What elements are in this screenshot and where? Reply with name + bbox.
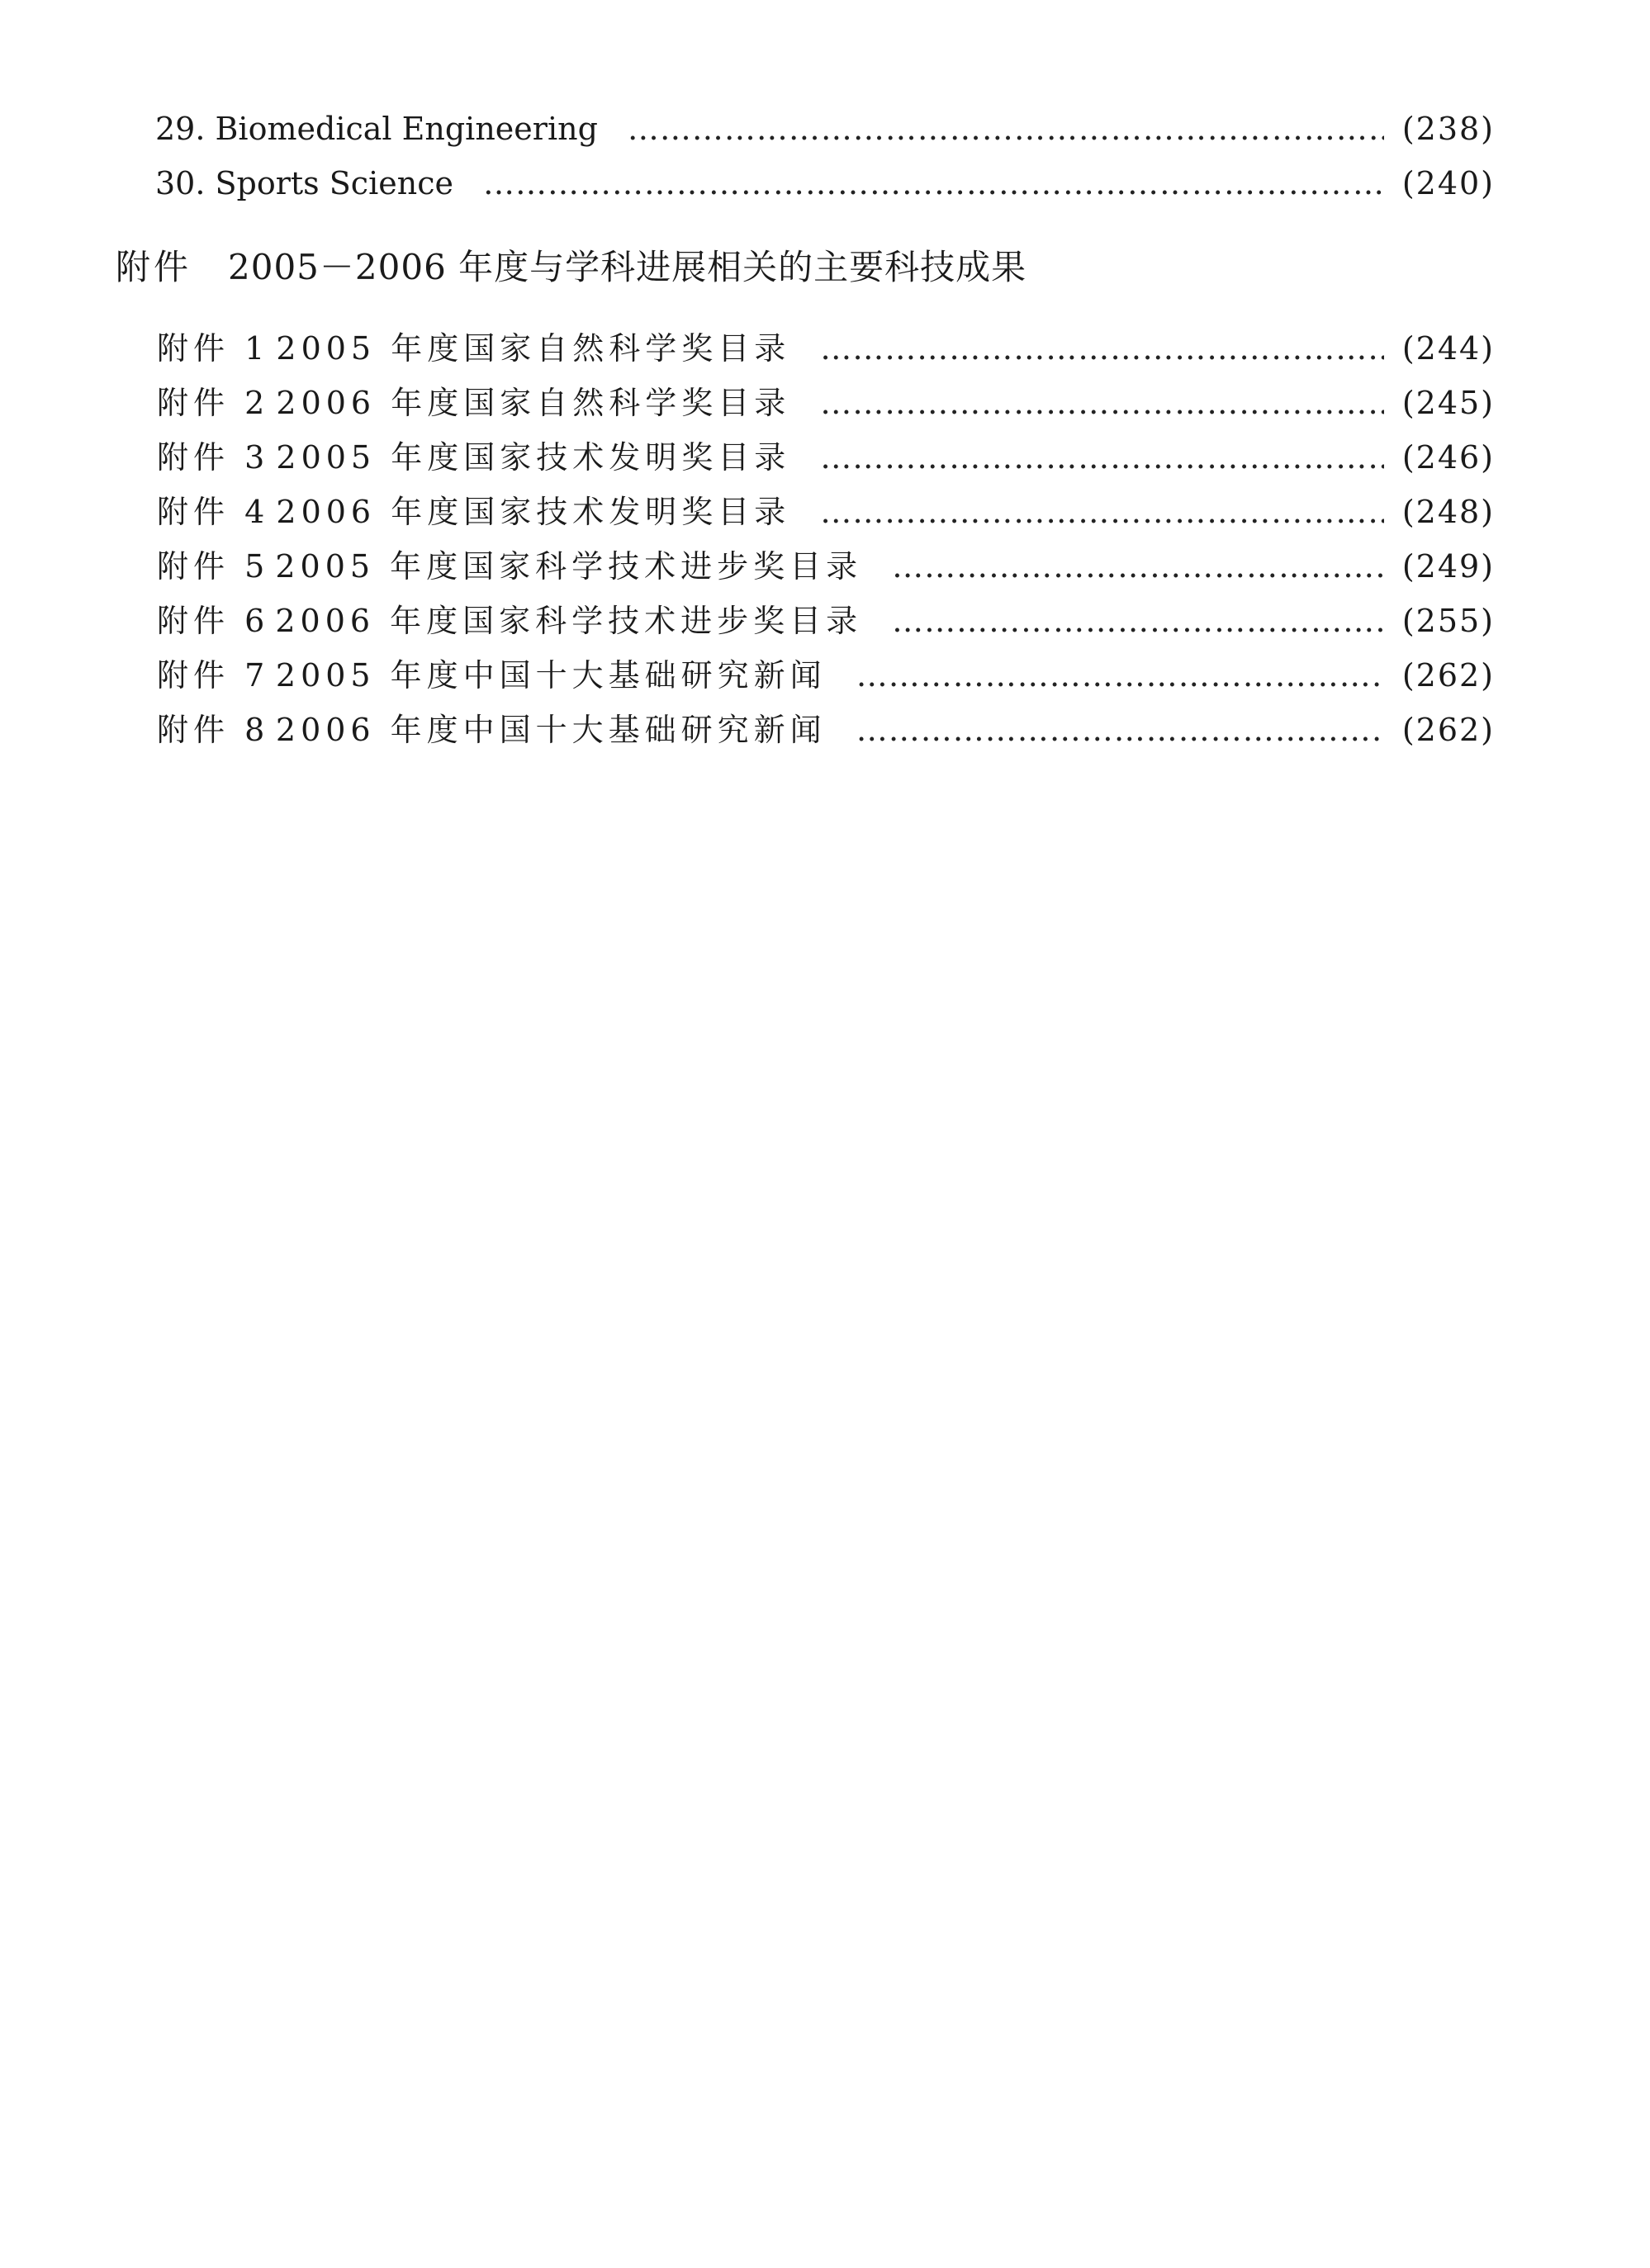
- dot-leader: [892, 601, 1384, 641]
- appendix-entry-4[interactable]: [157, 492, 1495, 532]
- appendix-entry-page: (245): [1401, 385, 1495, 421]
- appendix-entry-label: 2006 年度国家科学技术进步奖目录: [275, 603, 863, 639]
- appendix-entry-page: (246): [1401, 439, 1495, 476]
- appendix-entry-page: (262): [1401, 712, 1495, 748]
- appendix-entry-page: (248): [1401, 494, 1495, 530]
- appendix-entry-prefix: 附件 2: [157, 385, 270, 421]
- dot-leader: [820, 438, 1384, 477]
- toc-entry-30[interactable]: [155, 163, 1495, 203]
- appendix-entry-5[interactable]: [157, 547, 1495, 586]
- appendix-entry-page: (255): [1401, 603, 1495, 639]
- appendix-entry-prefix: 附件 8: [157, 712, 270, 748]
- appendix-entry-page: (244): [1401, 330, 1495, 367]
- appendix-entry-2[interactable]: [157, 383, 1495, 423]
- appendix-heading: [116, 246, 1027, 289]
- appendix-heading-prefix: 附件: [116, 247, 192, 287]
- appendix-entry-prefix: 附件 5: [157, 548, 270, 585]
- appendix-entry-8[interactable]: [157, 710, 1495, 750]
- appendix-entry-label: 2006 年度国家自然科学奖目录: [276, 385, 791, 421]
- dot-leader: [892, 547, 1384, 586]
- appendix-entry-page: (262): [1401, 657, 1495, 694]
- toc-entry-label: 29. Biomedical Engineering: [155, 111, 598, 147]
- toc-entry-page: (238): [1401, 111, 1495, 147]
- appendix-heading-title: 2005－2006 年度与学科进展相关的主要科技成果: [228, 247, 1027, 287]
- dot-leader: [820, 329, 1384, 368]
- appendix-entry-prefix: 附件 1: [157, 330, 270, 367]
- appendix-entry-6[interactable]: [157, 601, 1495, 641]
- dot-leader: [628, 109, 1384, 149]
- appendix-entry-7[interactable]: [157, 656, 1495, 695]
- dot-leader: [820, 492, 1384, 532]
- dot-leader: [856, 656, 1384, 695]
- toc-entry-label: 30. Sports Science: [155, 165, 453, 201]
- appendix-entry-prefix: 附件 3: [157, 439, 270, 476]
- toc-entry-29[interactable]: [155, 109, 1495, 149]
- dot-leader: [856, 710, 1384, 750]
- dot-leader: [483, 163, 1384, 203]
- toc-entry-page: (240): [1401, 165, 1495, 201]
- appendix-entry-prefix: 附件 7: [157, 657, 270, 694]
- appendix-entry-label: 2005 年度中国十大基础研究新闻: [275, 657, 827, 694]
- appendix-entry-label: 2005 年度国家技术发明奖目录: [276, 439, 791, 476]
- appendix-entry-label: 2005 年度国家科学技术进步奖目录: [275, 548, 863, 585]
- appendix-entry-label: 2005 年度国家自然科学奖目录: [276, 330, 791, 367]
- appendix-entry-label: 2006 年度中国十大基础研究新闻: [275, 712, 827, 748]
- appendix-entry-label: 2006 年度国家技术发明奖目录: [276, 494, 791, 530]
- appendix-entry-1[interactable]: [157, 329, 1495, 368]
- appendix-entry-prefix: 附件 6: [157, 603, 270, 639]
- appendix-entry-prefix: 附件 4: [157, 494, 270, 530]
- appendix-entry-3[interactable]: [157, 438, 1495, 477]
- dot-leader: [820, 383, 1384, 423]
- appendix-entry-page: (249): [1401, 548, 1495, 585]
